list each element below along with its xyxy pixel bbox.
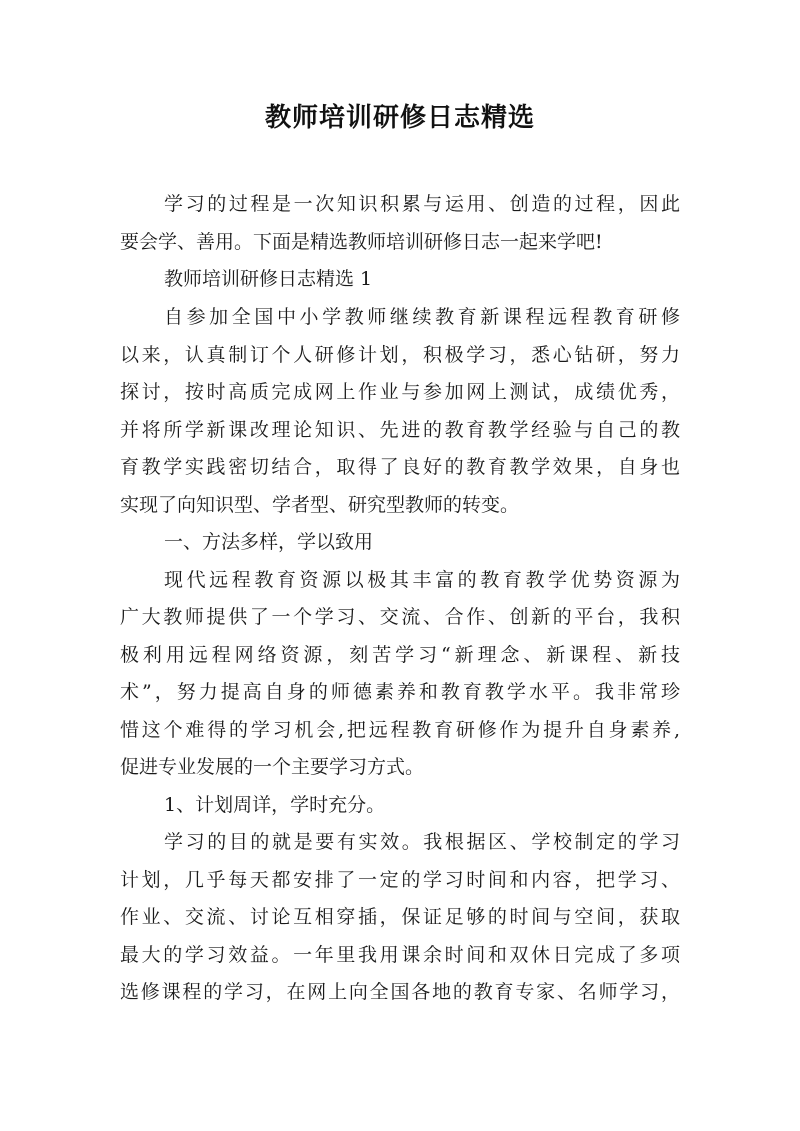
paragraph-line: 选修课程的学习，在网上向全国各地的教育专家、名师学习，	[120, 981, 680, 1003]
paragraph-line: 探讨，按时高质完成网上作业与参加网上测试，成绩优秀，	[120, 381, 680, 403]
paragraph-line: 最大的学习效益。一年里我用课余时间和双休日完成了多项	[120, 944, 680, 966]
paragraph-line: 惜这个难得的学习机会,把远程教育研修作为提升自身素养,	[120, 719, 680, 741]
section-heading: 一、方法多样，学以致用	[164, 531, 374, 553]
paragraph-line: 术”，努力提高自身的师德素养和教育教学水平。我非常珍	[120, 681, 680, 703]
paragraph-line: 广大教师提供了一个学习、交流、合作、创新的平台，我积	[120, 606, 680, 628]
section-heading: 1、计划周详，学时充分。	[164, 794, 386, 816]
paragraph-line: 以来，认真制订个人研修计划，积极学习，悉心钻研，努力	[120, 344, 680, 366]
paragraph-line: 育教学实践密切结合，取得了良好的教育教学效果，自身也	[120, 456, 680, 478]
paragraph-line: 促进专业发展的一个主要学习方式。	[120, 756, 425, 778]
paragraph-line: 学习的过程是一次知识积累与运用、创造的过程，因此	[164, 193, 680, 215]
paragraph-line: 实现了向知识型、学者型、研究型教师的转变。	[120, 494, 520, 516]
paragraph-line: 学习的目的就是要有实效。我根据区、学校制定的学习	[164, 831, 680, 853]
section-heading: 教师培训研修日志精选 1	[164, 268, 373, 290]
paragraph-line: 自参加全国中小学教师继续教育新课程远程教育研修	[164, 306, 680, 328]
paragraph-line: 现代远程教育资源以极其丰富的教育教学优势资源为	[164, 569, 680, 591]
paragraph-line: 要会学、善用。下面是精选教师培训研修日志一起来学吧!	[120, 231, 603, 253]
page-title: 教师培训研修日志精选	[264, 103, 535, 133]
paragraph-line: 并将所学新课改理论知识、先进的教育教学经验与自己的教	[120, 419, 680, 441]
paragraph-line: 极利用远程网络资源，刻苦学习“新理念、新课程、新技	[120, 644, 680, 666]
paragraph-line: 计划，几乎每天都安排了一定的学习时间和内容，把学习、	[120, 869, 680, 891]
paragraph-line: 作业、交流、讨论互相穿插，保证足够的时间与空间，获取	[120, 906, 680, 928]
